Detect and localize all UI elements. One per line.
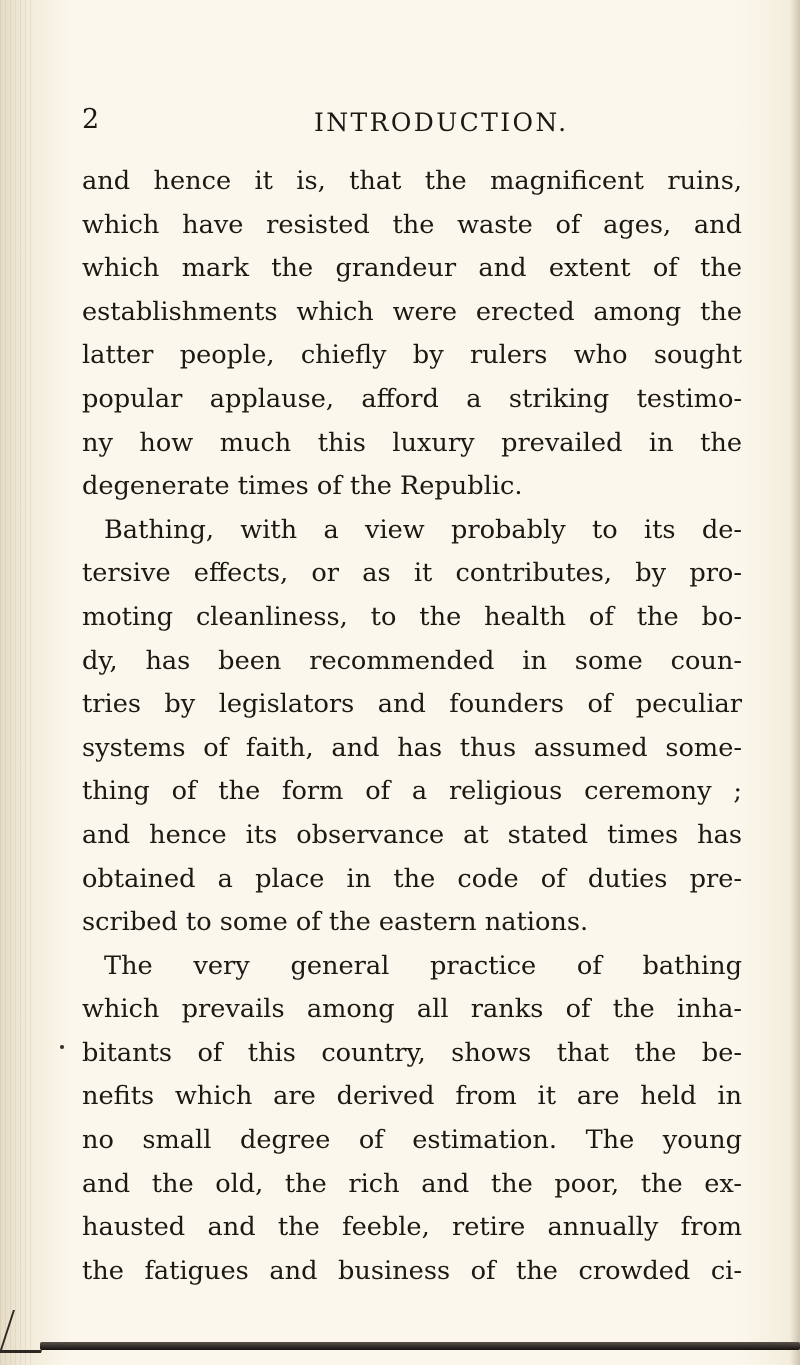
text-line: latter people, chiefly by rulers who sought bbox=[82, 340, 742, 371]
text-line: establishments which were erected among the bbox=[82, 296, 742, 327]
running-title: INTRODUCTION. bbox=[314, 108, 569, 137]
text-line: degenerate times of the Republic. bbox=[82, 471, 523, 502]
text-line: thing of the form of a religious ceremony ; bbox=[82, 776, 742, 807]
running-header bbox=[82, 104, 722, 144]
text-line: which prevails among all ranks of the inha- bbox=[82, 994, 742, 1025]
text-line: the fatigues and business of the crowded ci- bbox=[82, 1255, 742, 1286]
page-bottom-edge bbox=[40, 1342, 800, 1350]
page-gutter bbox=[0, 0, 34, 1365]
text-line: popular applause, afford a striking testimo- bbox=[82, 383, 742, 414]
text-line: and hence it is, that the magnificent ruins, bbox=[82, 166, 742, 196]
text-line: no small degree of estimation. The young bbox=[82, 1125, 742, 1156]
text-line: The very general practice of bathing bbox=[104, 950, 742, 981]
text-line: hausted and the feeble, retire annually from bbox=[82, 1212, 742, 1243]
text-line: obtained a place in the code of duties pre- bbox=[82, 863, 742, 894]
body-text bbox=[82, 160, 742, 1293]
text-line: moting cleanliness, to the health of the bo- bbox=[82, 601, 742, 632]
text-line: which have resisted the waste of ages, and bbox=[82, 209, 742, 240]
text-line: which mark the grandeur and extent of the bbox=[82, 253, 742, 284]
text-line: bitants of this country, shows that the be- bbox=[82, 1037, 742, 1068]
text-line: tersive effects, or as it contributes, by pro- bbox=[82, 558, 742, 589]
ink-speck bbox=[60, 1045, 64, 1049]
text-line: and hence its observance at stated times has bbox=[82, 819, 742, 850]
text-line: scribed to some of the eastern nations. bbox=[82, 907, 589, 938]
text-line: ny how much this luxury prevailed in the bbox=[82, 427, 742, 458]
text-line: Bathing, with a view probably to its de- bbox=[104, 514, 742, 545]
text-line: tries by legislators and founders of peculiar bbox=[82, 689, 742, 720]
text-line: nefits which are derived from it are held in bbox=[82, 1081, 742, 1112]
text-line: systems of faith, and has thus assumed some- bbox=[82, 732, 742, 763]
page-right-edge bbox=[790, 0, 800, 1365]
text-line: dy, has been recommended in some coun- bbox=[82, 645, 742, 676]
page-number: 2 bbox=[82, 104, 101, 135]
text-line: and the old, the rich and the poor, the ex- bbox=[82, 1168, 742, 1199]
